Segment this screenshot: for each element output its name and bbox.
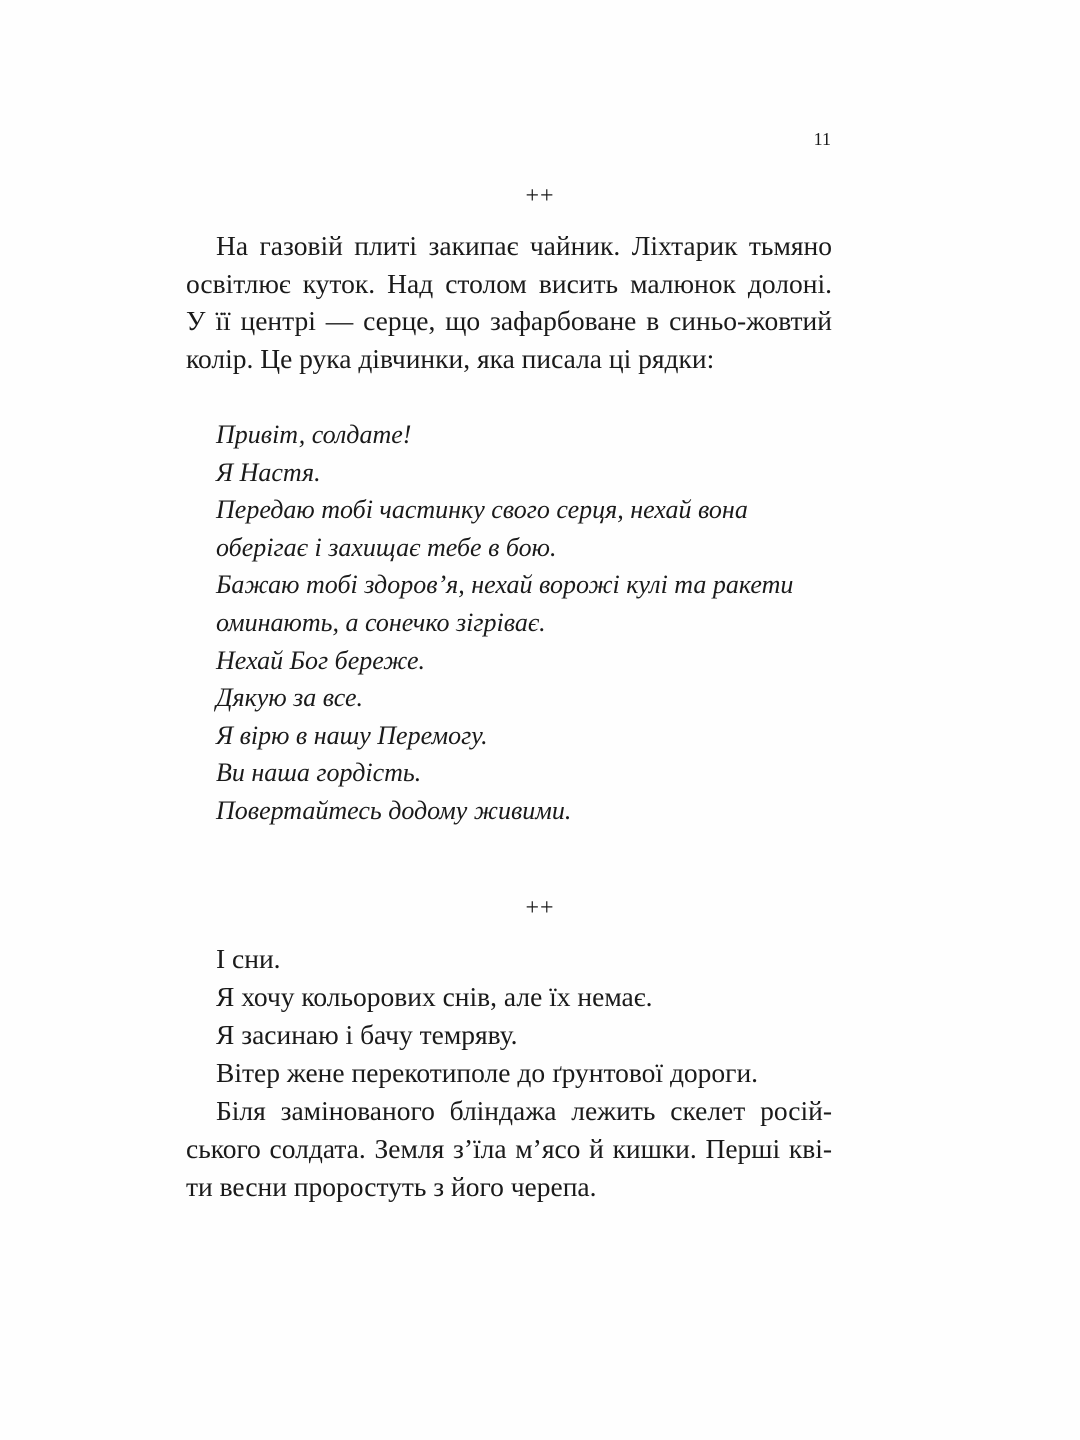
section-separator: ++ — [525, 895, 555, 921]
letter-line: Ви наша гордість. — [216, 758, 422, 788]
letter-line: Бажаю тобі здоров’я, нехай ворожі кулі та ракети — [216, 570, 794, 600]
dreams-line: Я хочу кольорових снів, але їх немає. — [216, 981, 653, 1012]
letter-line: Повертайтесь додому живими. — [216, 795, 572, 825]
paragraph-line: колір. Це рука дівчинки, яка писала ці рядки: — [186, 342, 715, 374]
letter-line: оминають, а сонечко зігріває. — [216, 607, 546, 637]
dreams-line: Я засинаю і бачу темряву. — [216, 1019, 518, 1050]
dreams-paragraph-line: ського солдата. Земля з’їла м’ясо й кишки. Перші кві- — [186, 1133, 832, 1164]
letter-line: оберігає і захищає тебе в бою. — [216, 532, 557, 562]
page-number: 11 — [813, 129, 831, 149]
dreams-line: І сни. — [216, 943, 281, 974]
letter-line: Нехай Бог береже. — [216, 645, 426, 675]
letter-to-soldier — [216, 416, 832, 830]
section-separator: ++ — [525, 183, 555, 209]
letter-line: Я Настя. — [216, 457, 321, 487]
letter-line: Дякую за все. — [216, 683, 363, 713]
letter-line: Я вірю в нашу Перемогу. — [216, 720, 488, 750]
dreams-paragraph-line: Біля замінованого бліндажа лежить скелет росій- — [216, 1095, 832, 1126]
letter-line: Передаю тобі частинку свого серця, нехай вона — [216, 495, 748, 525]
paragraph-line: У її центрі — серце, що зафарбоване в синьо-жовтий — [186, 305, 832, 336]
dreams-line: Вітер жене перекотиполе до ґрунтової дороги. — [216, 1057, 759, 1088]
paragraph-line: освітлює куток. Над столом висить малюнок долоні. — [186, 267, 832, 299]
paragraph-kettle — [186, 227, 832, 377]
letter-line: Привіт, солдате! — [216, 420, 412, 449]
dreams-paragraph-line: ти весни проростуть з його черепа. — [186, 1171, 597, 1202]
paragraph-line: На газовій плиті закипає чайник. Ліхтарик тьмяно — [216, 230, 832, 261]
dreams-section — [186, 940, 832, 1206]
